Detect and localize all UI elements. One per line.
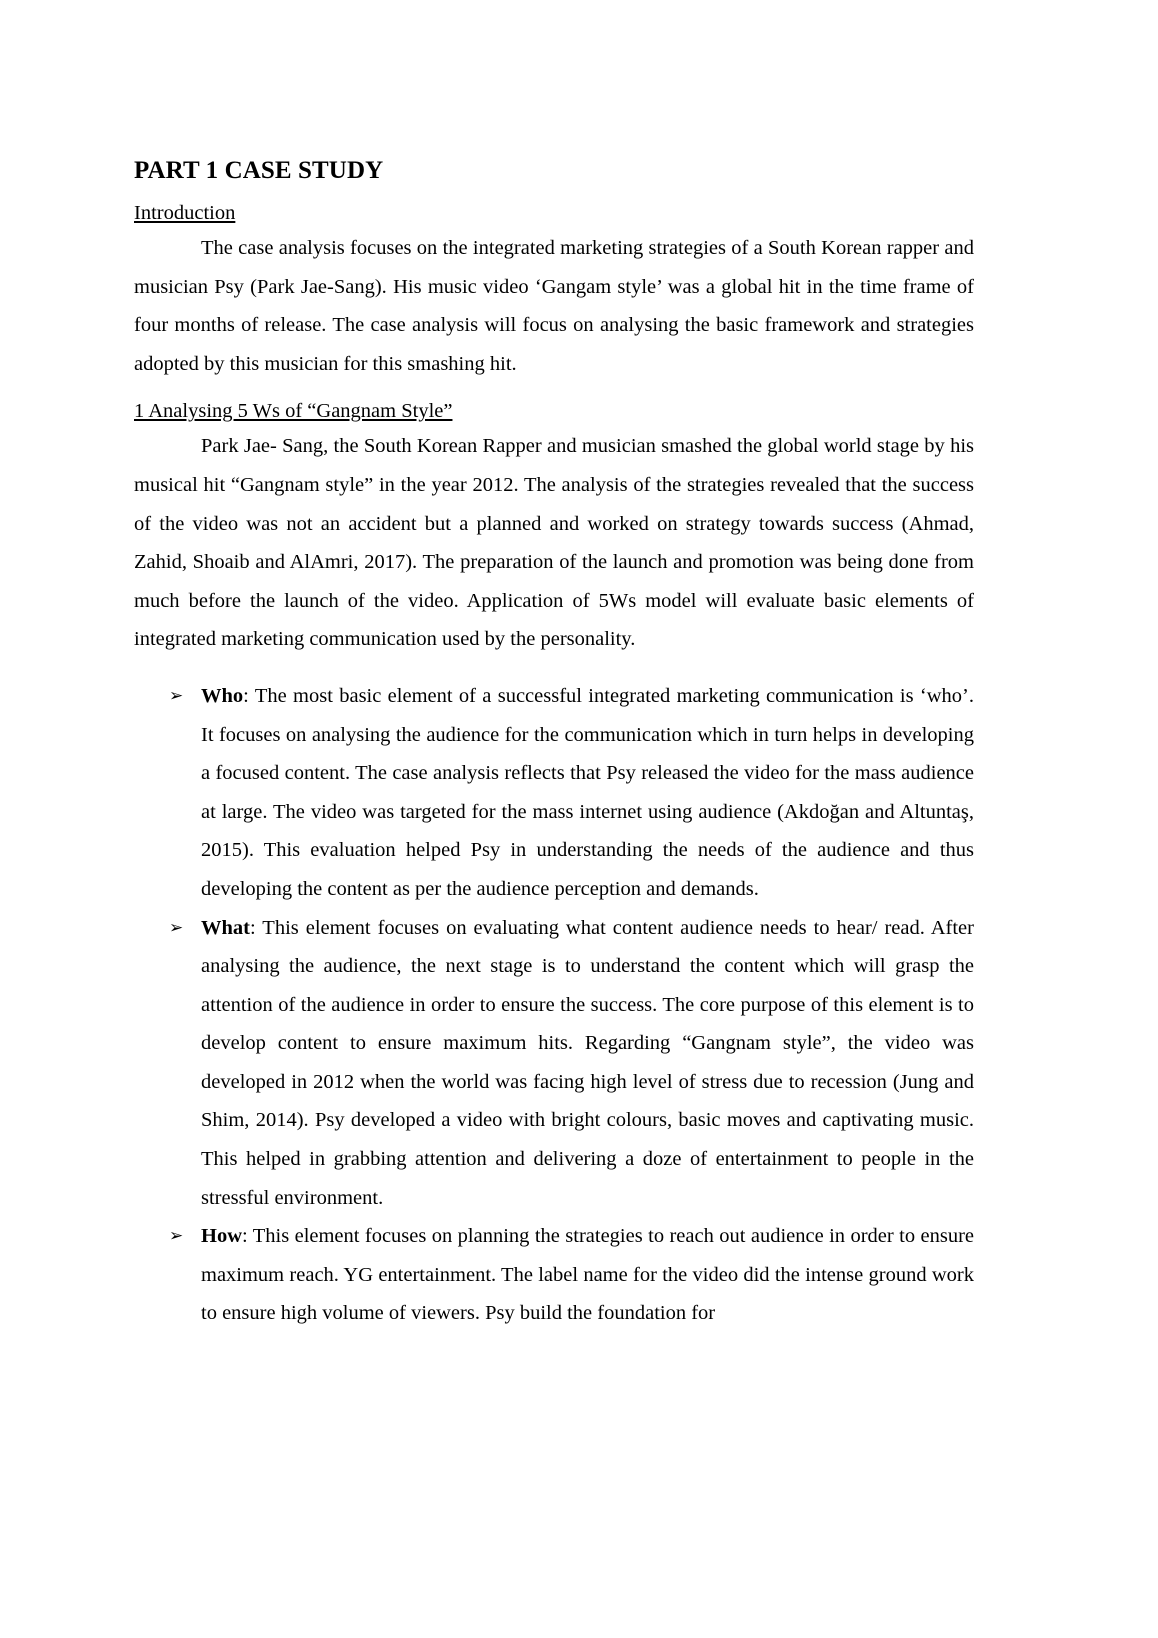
bullet-text-how: : This element focuses on planning the strategies to reach out audience in order to ensure maximum reach. YG entertainment. The label name for the video did the intense ground work to ensure high volume of viewers. Psy build the foundation for (201, 1225, 974, 1325)
bullet-who (134, 677, 974, 909)
5ws-bullet-list (134, 677, 974, 1333)
section-heading-introduction: Introduction (134, 202, 236, 224)
introduction-paragraph: The case analysis focuses on the integrated marketing strategies of a South Korean rapper and musician Psy (Park Jae-Sang). His music video ‘Gangam style’ was a global hit in the time frame of four months of release. The case analysis will focus on analysing the basic framework and strategies adopted by this musician for this smashing hit. (134, 237, 974, 375)
bullet-term-who: Who (201, 684, 244, 707)
arrowhead-bullet-icon: ➢ (169, 685, 184, 705)
section-heading-5ws: 1 Analysing 5 Ws of “Gangnam Style” (134, 400, 453, 423)
bullet-how (134, 1217, 974, 1333)
5ws-paragraph: Park Jae- Sang, the South Korean Rapper and musician smashed the global world stage by his musical hit “Gangnam style” in the year 2012. The analysis of the strategies revealed that the success of the video was not an accident but a planned and worked on strategy towards success (Ahmad, Zahid, Shoaib and AlAmri, 2017). The preparation of the launch and promotion was being done from much before the launch of the video. Application of 5Ws model will evaluate basic elements of integrated marketing communication used by the personality. (134, 435, 974, 651)
arrowhead-bullet-icon: ➢ (169, 917, 184, 937)
document-page (134, 155, 974, 1333)
page-title: PART 1 CASE STUDY (134, 157, 384, 184)
arrowhead-bullet-icon: ➢ (169, 1226, 184, 1246)
bullet-what (134, 909, 974, 1218)
bullet-text-what: : This element focuses on evaluating what content audience needs to hear/ read. After analysing the audience, the next stage is to understand the content which will grasp the attention of the audience in order to ensure the success. The core purpose of this element is to develop content to ensure maximum hits. Regarding “Gangnam style”, the video was developed in 2012 when the world was facing high level of stress due to recession (Jung and Shim, 2014). Psy developed a video with bright colours, basic moves and captivating music. This helped in grabbing attention and delivering a doze of entertainment to people in the stressful environment. (201, 916, 974, 1209)
bullet-text-who: : The most basic element of a successful integrated marketing communication is ‘who’. It focuses on analysing the audience for the communication which in turn helps in developing a focused content. The case analysis reflects that Psy released the video for the mass audience at large. The video was targeted for the mass internet using audience (Akdoğan and Altuntaş, 2015). This evaluation helped Psy in understanding the needs of the audience and thus developing the content as per the audience perception and demands. (201, 684, 974, 900)
bullet-term-what: What (201, 916, 250, 939)
bullet-term-how: How (201, 1225, 242, 1248)
